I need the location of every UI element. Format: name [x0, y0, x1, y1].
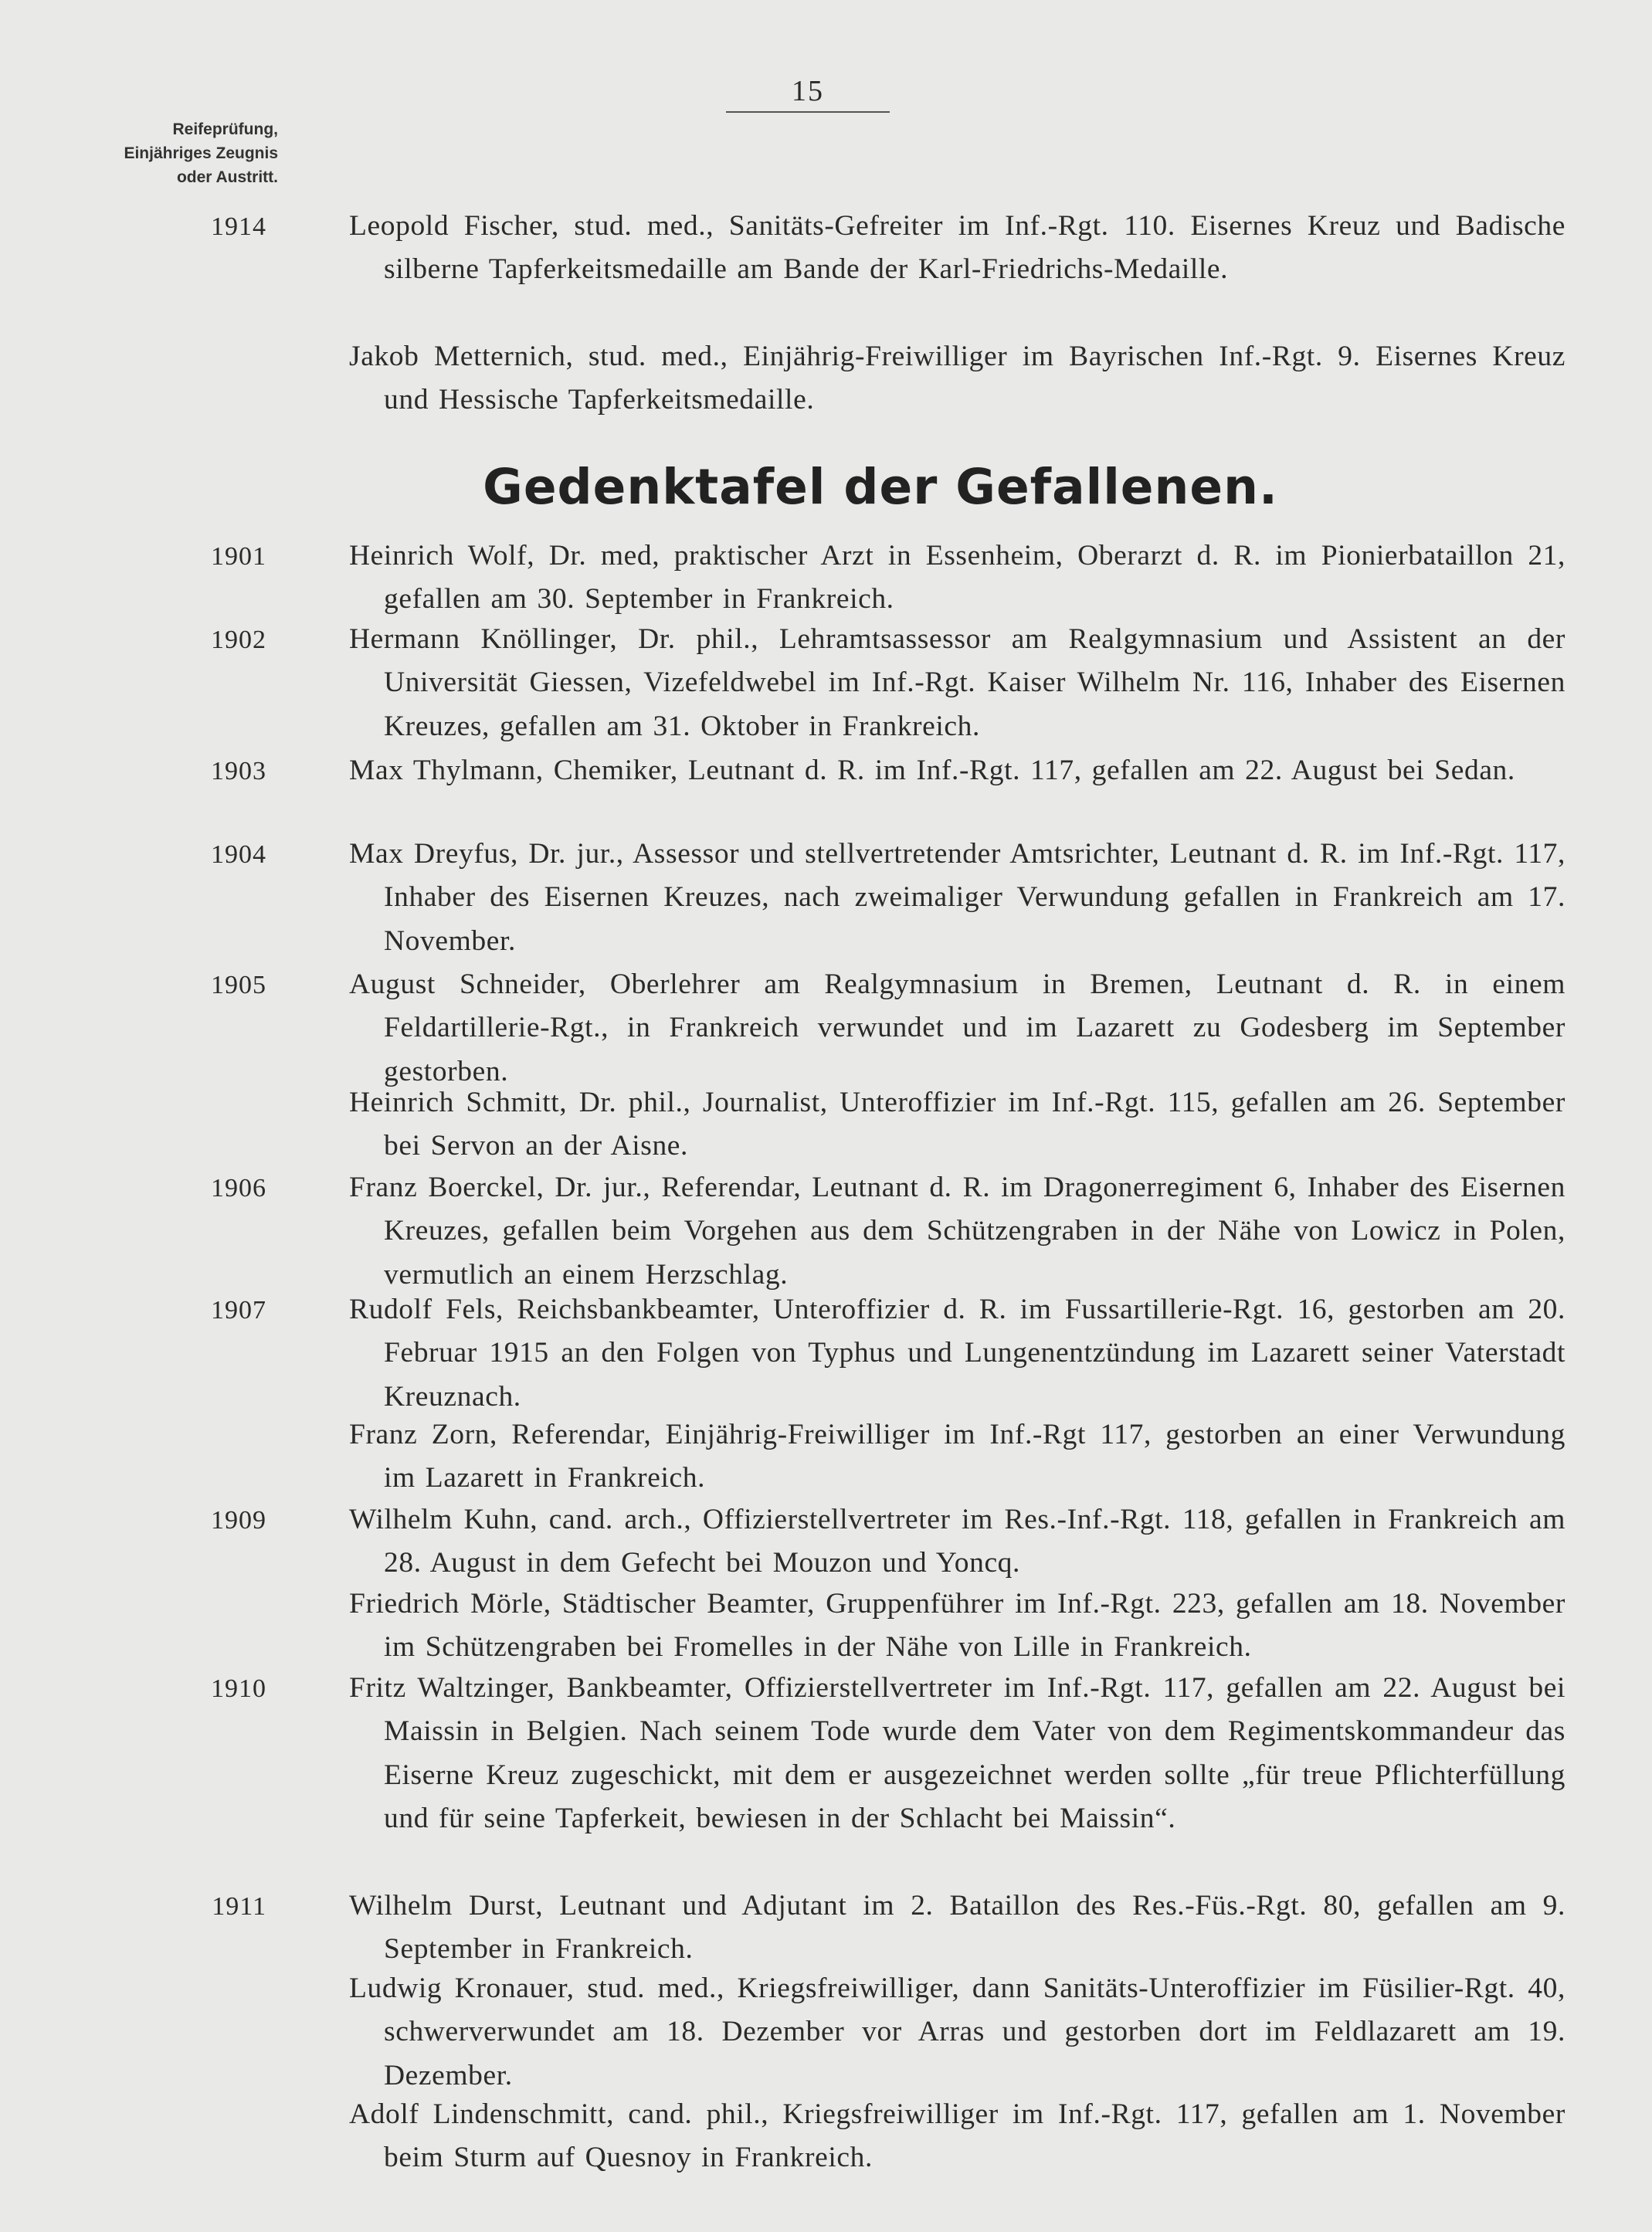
entry-thylmann: Max Thylmann, Chemiker, Leutnant d. R. im Inf.-Rgt. 117, gefallen am 22. August bei Sedan.: [349, 755, 1515, 786]
year-1914: 1914: [211, 212, 266, 241]
entry-waltzinger: Fritz Waltzinger, Bankbeamter, Offizierstellvertreter im Inf.-Rgt. 117, gefallen am 22. August bei Maissin in Belgien. Nach seinem Tode wurde dem Vater von dem Regimentskommandeur das Eiserne Kreuz zugeschickt, mit dem er ausgezeichnet werden sollte „für treue Pflichterfüllung und für seine Tapferkeit, bewiesen in der Schlacht bei Maissin“.: [349, 1672, 1565, 1835]
entry-fischer: Leopold Fischer, stud. med., Sanitäts-Gefreiter im Inf.-Rgt. 110. Eisernes Kreuz und Badische silberne Tapferkeitsmedaille am Bande der Karl-Friedrichs-Medaille.: [349, 210, 1565, 286]
entry-fels: Rudolf Fels, Reichsbankbeamter, Unteroffizier d. R. im Fussartillerie-Rgt. 16, gestorben am 20. Februar 1915 an den Folgen von Typhus und Lungenentzündung im Lazarett seiner Vaterstadt Kreuznach.: [349, 1294, 1565, 1413]
entry-kuhn: Wilhelm Kuhn, cand. arch., Offizierstellvertreter im Res.-Inf.-Rgt. 118, gefallen in Frankreich am 28. August in dem Gefecht bei Mouzon und Yoncq.: [349, 1504, 1565, 1579]
entry-durst: Wilhelm Durst, Leutnant und Adjutant im 2. Bataillon des Res.-Füs.-Rgt. 80, gefallen am 9. September in Frankreich.: [349, 1890, 1565, 1966]
section-title: Gedenktafel der Gefallenen.: [483, 459, 1278, 515]
year-1909: 1909: [211, 1506, 266, 1535]
entry-schmitt: Heinrich Schmitt, Dr. phil., Journalist, Unteroffizier im Inf.-Rgt. 115, gefallen am 26. September bei Servon an der Aisne.: [349, 1087, 1565, 1162]
margin-heading: [46, 117, 278, 189]
year-1901: 1901: [211, 542, 266, 571]
year-1905: 1905: [211, 971, 266, 999]
year-1902: 1902: [211, 626, 266, 654]
entry-moerle: Friedrich Mörle, Städtischer Beamter, Gruppenführer im Inf.-Rgt. 223, gefallen am 18. November im Schützengraben bei Fromelles in der Nähe von Lille in Frankreich.: [349, 1588, 1565, 1664]
entry-knoellinger: Hermann Knöllinger, Dr. phil., Lehramtsassessor am Realgymnasium und Assistent an der Universität Giessen, Vizefeldwebel im Inf.-Rgt. Kaiser Wilhelm Nr. 116, Inhaber des Eisernen Kreuzes, gefallen am 31. Oktober in Frankreich.: [349, 623, 1565, 742]
entry-kronauer: Ludwig Kronauer, stud. med., Kriegsfreiwilliger, dann Sanitäts-Unteroffizier im Füsilier-Rgt. 40, schwerverwundet am 18. Dezember vor Arras und gestorben dort im Feldlazarett am 19. Dezember.: [349, 1973, 1565, 2091]
entry-schneider: August Schneider, Oberlehrer am Realgymnasium in Bremen, Leutnant d. R. in einem Feldartillerie-Rgt., in Frankreich verwundet und im Lazarett zu Godesberg im September gestorben.: [349, 968, 1565, 1087]
entry-dreyfus: Max Dreyfus, Dr. jur., Assessor und stellvertretender Amtsrichter, Leutnant d. R. im Inf.-Rgt. 117, Inhaber des Eisernen Kreuzes, nach zweimaliger Verwundung gefallen in Frankreich am 17. November.: [349, 838, 1565, 957]
entry-wolf: Heinrich Wolf, Dr. med, praktischer Arzt in Essenheim, Oberarzt d. R. im Pionierbataillon 21, gefallen am 30. September in Frankreich.: [349, 540, 1565, 616]
margin-heading-line-2: Einjähriges Zeugnis: [124, 144, 278, 162]
year-1906: 1906: [211, 1174, 266, 1202]
page-number: 15: [726, 74, 890, 113]
year-1903: 1903: [211, 757, 266, 785]
year-1911: 1911: [212, 1892, 266, 1921]
entry-boerckel: Franz Boerckel, Dr. jur., Referendar, Leutnant d. R. im Dragonerregiment 6, Inhaber des Eisernen Kreuzes, gefallen beim Vorgehen aus dem Schützengraben in der Nähe von Lowicz in Polen, vermutlich an einem Herzschlag.: [349, 1172, 1565, 1291]
year-1904: 1904: [211, 840, 266, 869]
margin-heading-line-3: oder Austritt.: [176, 168, 278, 186]
entry-lindenschmitt: Adolf Lindenschmitt, cand. phil., Kriegsfreiwilliger im Inf.-Rgt. 117, gefallen am 1. November beim Sturm auf Quesnoy in Frankreich.: [349, 2098, 1565, 2174]
year-1907: 1907: [211, 1296, 266, 1325]
margin-heading-line-1: Reifeprüfung,: [172, 120, 278, 138]
entry-metternich: Jakob Metternich, stud. med., Einjährig-Freiwilliger im Bayrischen Inf.-Rgt. 9. Eisernes Kreuz und Hessische Tapferkeitsmedaille.: [349, 341, 1565, 416]
year-1910: 1910: [211, 1674, 266, 1703]
entry-zorn: Franz Zorn, Referendar, Einjährig-Freiwilliger im Inf.-Rgt 117, gestorben an einer Verwundung im Lazarett in Frankreich.: [349, 1419, 1565, 1494]
